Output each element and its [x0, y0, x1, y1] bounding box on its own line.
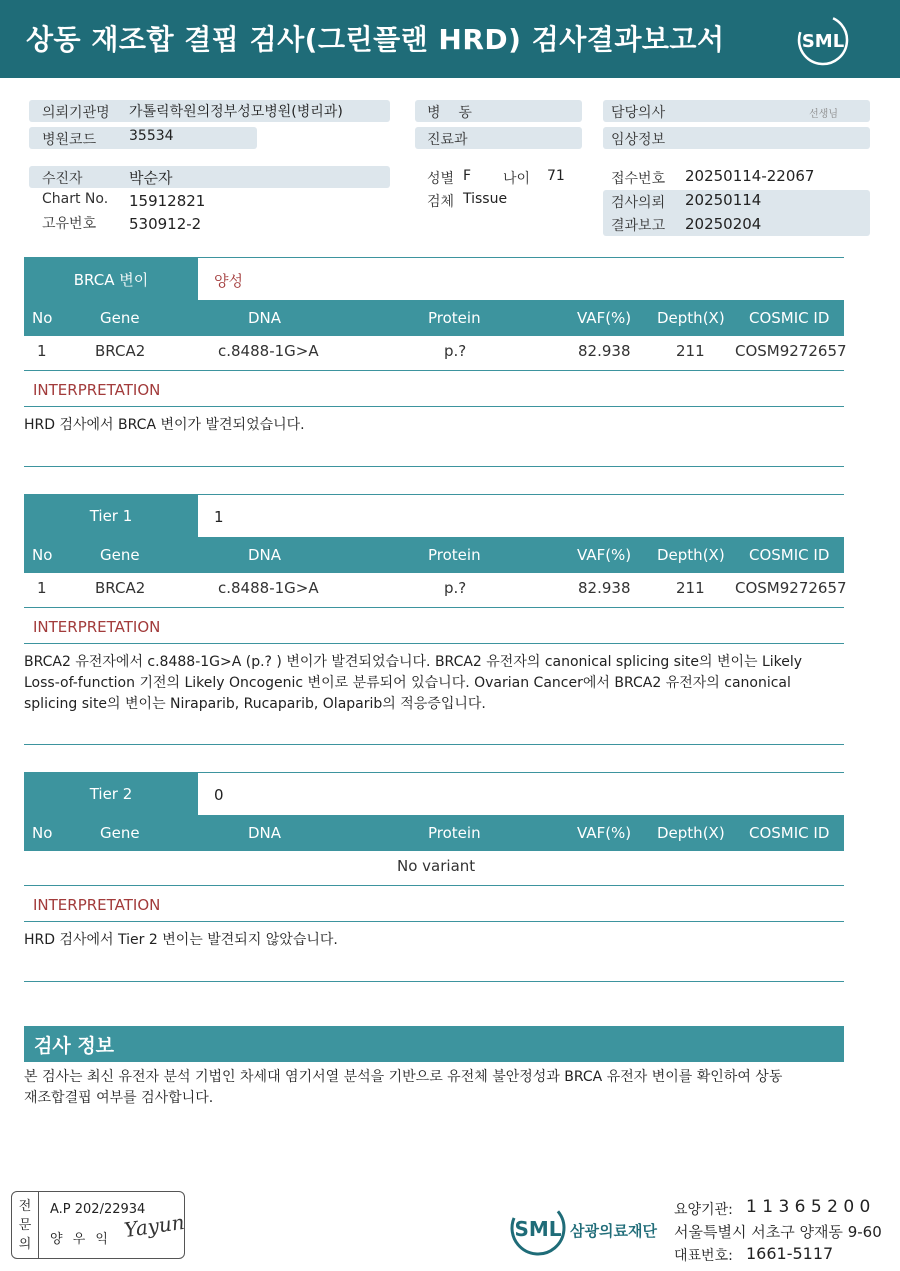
row-dna: c.8488-1G>A — [218, 342, 319, 360]
col-depth: Depth(X) — [657, 824, 725, 842]
row-no: 1 — [37, 579, 47, 597]
row-gene: BRCA2 — [95, 342, 146, 360]
patient-field — [29, 166, 390, 188]
row-gene: BRCA2 — [95, 579, 146, 597]
section-tab-value: 양성 — [214, 272, 243, 290]
section-bottom-rule — [24, 466, 844, 467]
section-tab-label: Tier 2 — [24, 773, 198, 815]
table-header — [24, 537, 844, 573]
col-cosmic: COSMIC ID — [749, 824, 830, 842]
chart-label: Chart No. — [42, 191, 109, 207]
chart-value: 15912821 — [129, 192, 206, 210]
col-gene: Gene — [100, 824, 140, 842]
no-variant-text: No variant — [397, 857, 476, 875]
patient-value: 박순자 — [129, 169, 173, 187]
row-depth: 211 — [676, 579, 705, 597]
institution-code-label: 요양기관: — [674, 1202, 733, 1218]
row-cosmic: COSM9272657 — [735, 579, 847, 597]
interpretation-label: INTERPRETATION — [33, 896, 161, 914]
col-no: No — [32, 546, 53, 564]
col-cosmic: COSMIC ID — [749, 546, 830, 564]
stamp-ap: A.P 202/22934 — [50, 1202, 146, 1217]
sml-logo-text: SML — [801, 31, 845, 52]
sml-logo — [797, 14, 849, 66]
doctor-label: 담당의사 — [611, 105, 666, 121]
ward-label: 병 동 — [427, 105, 472, 121]
col-dna: DNA — [248, 309, 282, 327]
sex-value: F — [463, 168, 472, 184]
row-vaf: 82.938 — [578, 579, 631, 597]
stamp-name: 양 우 익 — [50, 1232, 111, 1247]
clinical-label: 임상정보 — [611, 132, 666, 148]
dept-label: 진료과 — [427, 132, 468, 148]
interp-rule — [24, 643, 844, 644]
interp-rule — [24, 921, 844, 922]
receipt-value: 20250114-22067 — [685, 167, 815, 185]
col-protein: Protein — [428, 824, 481, 842]
col-gene: Gene — [100, 546, 140, 564]
section-bottom-rule — [24, 981, 844, 982]
interpretation-text: HRD 검사에서 BRCA 변이가 발견되었습니다. — [24, 417, 305, 433]
phone-value: 1661-5117 — [746, 1244, 834, 1263]
exam-info-text: 본 검사는 최신 유전자 분석 기법인 차세대 염기서열 분석을 기반으로 유전체 불안정성과 BRCA 유전자 변이를 확인하여 상동재조합결핍 여부를 검사합니다. — [24, 1069, 783, 1106]
row-protein: p.? — [444, 342, 467, 360]
section-tab-value: 0 — [214, 786, 224, 804]
specialist-stamp — [11, 1191, 185, 1259]
exam-info-header — [24, 1026, 844, 1062]
address: 서울특별시 서초구 양재동 9-60 — [674, 1223, 882, 1241]
receipt-label: 접수번호 — [611, 171, 666, 187]
section-bottom-rule — [24, 744, 844, 745]
row-rule — [24, 607, 844, 608]
col-depth: Depth(X) — [657, 546, 725, 564]
row-no: 1 — [37, 342, 47, 360]
patient-label: 수진자 — [42, 171, 83, 187]
section-tab-value: 1 — [214, 508, 224, 526]
row-rule — [24, 370, 844, 371]
request-value: 20250114 — [685, 191, 762, 209]
col-cosmic: COSMIC ID — [749, 309, 830, 327]
sex-label: 성별 — [427, 171, 455, 187]
col-protein: Protein — [428, 309, 481, 327]
report-title: 상동 재조합 결핍 검사(그린플랜 HRD) 검사결과보고서 — [26, 23, 725, 56]
doctor-suffix: 선생님 — [809, 109, 838, 120]
col-vaf: VAF(%) — [577, 824, 632, 842]
col-vaf: VAF(%) — [577, 546, 632, 564]
col-depth: Depth(X) — [657, 309, 725, 327]
specimen-value: Tissue — [463, 191, 508, 207]
row-dna: c.8488-1G>A — [218, 579, 319, 597]
hospital-code-value: 35534 — [129, 128, 174, 144]
foundation-logo — [509, 1199, 567, 1257]
report-value: 20250204 — [685, 215, 762, 233]
table-header — [24, 815, 844, 851]
col-gene: Gene — [100, 309, 140, 327]
row-protein: p.? — [444, 579, 467, 597]
age-value: 71 — [547, 168, 565, 184]
phone-label: 대표번호: — [674, 1248, 733, 1264]
interpretation-label: INTERPRETATION — [33, 618, 161, 636]
section-tab-label: Tier 1 — [24, 495, 198, 537]
row-rule — [24, 885, 844, 886]
interp-rule — [24, 406, 844, 407]
id-label: 고유번호 — [42, 216, 97, 232]
specimen-label: 검체 — [427, 194, 455, 210]
interpretation-text: BRCA2 유전자에서 c.8488-1G>A (p.? ) 변이가 발견되었습니다. BRCA2 유전자의 canonical splicing site의 변이는 Likely Loss-of-function 기전의 Likely Oncogenic 변이로 분류되어 있습니다. Ovarian Cancer에서 BRCA2 유전자의 canonical splicing site의 변이는 Niraparib, Rucaparib, Olaparib의 적응증입니다. — [24, 654, 803, 712]
exam-info-title: 검사 정보 — [34, 1035, 115, 1057]
foundation-name: 삼광의료재단 — [570, 1222, 657, 1240]
signature: Yayun — [122, 1209, 187, 1243]
col-vaf: VAF(%) — [577, 309, 632, 327]
institution-code-value: 1 1 3 6 5 2 0 0 — [746, 1197, 871, 1217]
institution-value: 가톨릭학원의정부성모병원(병리과) — [129, 104, 343, 120]
report-label: 결과보고 — [611, 218, 666, 234]
interpretation-text: HRD 검사에서 Tier 2 변이는 발견되지 않았습니다. — [24, 932, 338, 948]
table-header — [24, 300, 844, 336]
stamp-side-label: 전문의 — [18, 1198, 32, 1252]
age-label: 나이 — [503, 171, 531, 187]
interpretation-label: INTERPRETATION — [33, 381, 161, 399]
row-vaf: 82.938 — [578, 342, 631, 360]
request-label: 검사의뢰 — [611, 195, 666, 211]
section-tab-label: BRCA 변이 — [24, 258, 198, 300]
col-no: No — [32, 309, 53, 327]
col-no: No — [32, 824, 53, 842]
col-protein: Protein — [428, 546, 481, 564]
hospital-code-label: 병원코드 — [42, 132, 97, 148]
row-depth: 211 — [676, 342, 705, 360]
id-value: 530912-2 — [129, 215, 202, 233]
col-dna: DNA — [248, 546, 282, 564]
col-dna: DNA — [248, 824, 282, 842]
institution-label: 의뢰기관명 — [42, 105, 110, 121]
row-cosmic: COSM9272657 — [735, 342, 847, 360]
foundation-logo-text: SML — [514, 1217, 562, 1241]
